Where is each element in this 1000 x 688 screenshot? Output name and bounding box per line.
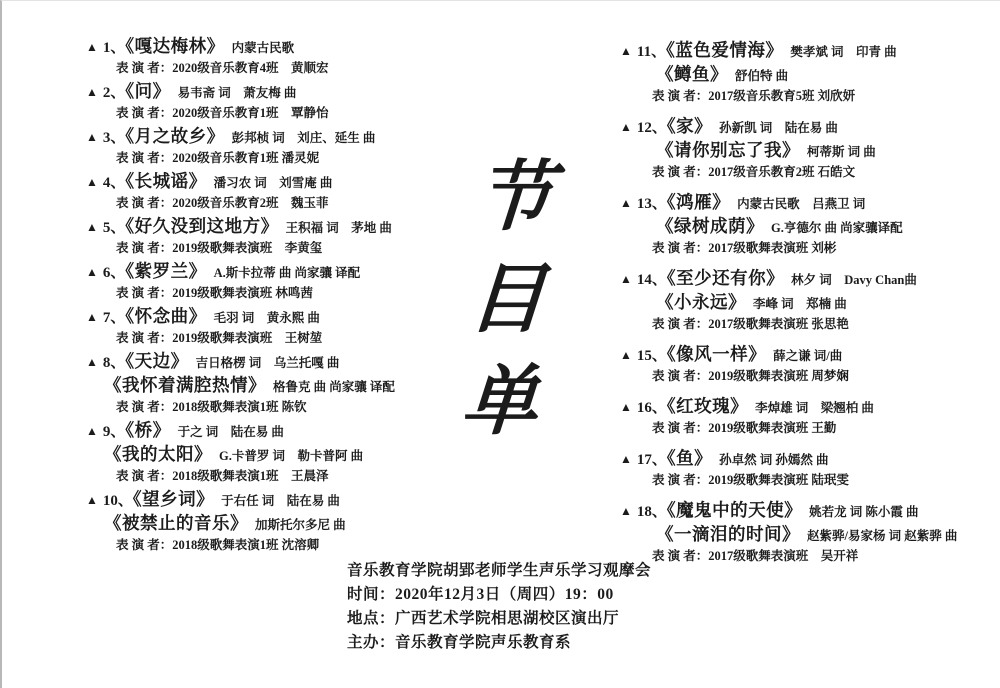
song-credits: 孙新凯 词 陆在易 曲 bbox=[719, 121, 838, 135]
event-location: 地点：广西艺术学院相思湖校区演出厅 bbox=[347, 610, 620, 627]
triangle-bullet-icon: ▲ bbox=[620, 452, 632, 466]
song-title-line bbox=[86, 419, 496, 443]
performer-line: 表 演 者：2020级音乐教育1班 覃静怡 bbox=[116, 106, 329, 120]
program-item-17 bbox=[620, 447, 995, 490]
event-organizer: 主办：音乐教育学院声乐教育系 bbox=[347, 634, 572, 651]
item-number: 2、 bbox=[102, 85, 126, 101]
song-credits: 吉日格楞 词 乌兰托嘎 曲 bbox=[195, 356, 340, 370]
song-title: 《鳟鱼》 bbox=[656, 64, 728, 84]
song-title-line bbox=[620, 395, 995, 419]
song-title: 《绿树成荫》 bbox=[656, 216, 764, 236]
program-item-8 bbox=[86, 350, 496, 417]
program-item-2 bbox=[86, 80, 496, 123]
song-credits: 加斯托尔多尼 曲 bbox=[255, 518, 346, 532]
calligraphy-char: 目 bbox=[465, 254, 549, 343]
program-item-5 bbox=[86, 215, 496, 258]
song-title: 《天边》 bbox=[125, 351, 189, 371]
song-title: 《我的太阳》 bbox=[104, 444, 212, 464]
song-title-line bbox=[620, 39, 995, 63]
song-title-line bbox=[86, 215, 496, 239]
item-number: 4、 bbox=[102, 175, 126, 191]
item-number: 6、 bbox=[102, 265, 126, 281]
item-number: 15、 bbox=[636, 348, 667, 364]
program-column-left bbox=[86, 35, 496, 557]
song-credits: G.卡普罗 词 勒卡普阿 曲 bbox=[219, 449, 364, 463]
song-title: 《望乡词》 bbox=[132, 489, 215, 509]
song-credits: 舒伯特 曲 bbox=[735, 69, 789, 83]
song-title: 《至少还有你》 bbox=[666, 268, 785, 288]
performer-line: 表 演 者：2017级音乐教育5班 刘欣妍 bbox=[652, 89, 856, 103]
song-title-line-2 bbox=[656, 139, 995, 163]
song-title-line bbox=[620, 343, 995, 367]
triangle-bullet-icon: ▲ bbox=[620, 272, 632, 286]
program-item-18 bbox=[620, 499, 995, 566]
calligraphy-char: 节 bbox=[473, 152, 556, 241]
song-credits: 格鲁克 曲 尚家骧 译配 bbox=[273, 380, 395, 394]
song-title: 《怀念曲》 bbox=[125, 306, 207, 326]
program-column-right bbox=[620, 39, 995, 575]
program-item-16 bbox=[620, 395, 995, 438]
song-title-line bbox=[86, 170, 496, 194]
song-title: 《鱼》 bbox=[666, 448, 713, 468]
song-title: 《鸿雁》 bbox=[666, 192, 731, 212]
song-title-line bbox=[620, 447, 995, 471]
song-credits: A.斯卡拉蒂 曲 尚家骧 译配 bbox=[213, 266, 361, 280]
song-title: 《家》 bbox=[666, 116, 713, 136]
song-credits: 王积福 词 茅地 曲 bbox=[285, 221, 392, 235]
song-title: 《红玫瑰》 bbox=[666, 396, 749, 416]
event-info-block bbox=[347, 559, 651, 655]
song-title-line-2 bbox=[656, 523, 995, 547]
event-time: 时间：2020年12月3日（周四）19：00 bbox=[347, 586, 614, 603]
triangle-bullet-icon: ▲ bbox=[86, 130, 98, 144]
performer-line: 表 演 者：2018级歌舞表演1班 陈钦 bbox=[116, 400, 307, 414]
program-item-1 bbox=[86, 35, 496, 78]
triangle-bullet-icon: ▲ bbox=[620, 196, 632, 210]
performer-line: 表 演 者：2019级歌舞表演班 周梦娴 bbox=[652, 369, 849, 383]
song-title-line bbox=[620, 267, 995, 291]
performer-line: 表 演 者：2019级歌舞表演班 王勤 bbox=[652, 421, 837, 435]
performer-line: 表 演 者：2017级音乐教育2班 石皓文 bbox=[652, 165, 856, 179]
song-credits: G.亨德尔 曲 尚家骧译配 bbox=[771, 221, 903, 235]
performer-line: 表 演 者：2020级音乐教育4班 黄顺宏 bbox=[116, 61, 329, 75]
item-number: 5、 bbox=[102, 220, 126, 236]
item-number: 13、 bbox=[636, 196, 667, 212]
item-number: 18、 bbox=[636, 504, 667, 520]
song-title: 《问》 bbox=[125, 81, 171, 101]
performer-line: 表 演 者：2020级音乐教育2班 魏玉菲 bbox=[116, 196, 329, 210]
triangle-bullet-icon: ▲ bbox=[86, 265, 98, 279]
song-credits: 赵紫骅/易家杨 词 赵紫骅 曲 bbox=[807, 529, 958, 543]
song-title-line bbox=[86, 488, 496, 512]
item-number: 1、 bbox=[102, 40, 126, 56]
song-title: 《紫罗兰》 bbox=[125, 261, 207, 281]
song-title-line bbox=[86, 35, 496, 59]
item-number: 10、 bbox=[102, 493, 133, 509]
song-title-line-2 bbox=[104, 374, 496, 398]
item-number: 7、 bbox=[102, 310, 126, 326]
song-credits: 彭邦桢 词 刘庄、延生 曲 bbox=[231, 131, 376, 145]
song-title: 《长城谣》 bbox=[125, 171, 207, 191]
song-title: 《请你别忘了我》 bbox=[656, 140, 800, 160]
performer-line: 表 演 者：2020级音乐教育1班 潘灵妮 bbox=[116, 151, 320, 165]
song-title: 《被禁止的音乐》 bbox=[104, 513, 248, 533]
item-number: 17、 bbox=[636, 452, 667, 468]
program-item-6 bbox=[86, 260, 496, 303]
song-title-line-2 bbox=[656, 215, 995, 239]
song-title-line-2 bbox=[656, 63, 995, 87]
item-number: 12、 bbox=[636, 120, 667, 136]
song-title-line bbox=[86, 305, 496, 329]
song-credits: 内蒙古民歌 bbox=[231, 41, 295, 55]
performer-line: 表 演 者：2018级歌舞表演1班 王晨泽 bbox=[116, 469, 329, 483]
item-number: 11、 bbox=[636, 44, 667, 60]
song-title: 《桥》 bbox=[125, 420, 171, 440]
program-item-14 bbox=[620, 267, 995, 334]
item-number: 9、 bbox=[102, 424, 126, 440]
song-title-line bbox=[86, 350, 496, 374]
item-number: 16、 bbox=[636, 400, 667, 416]
performer-line: 表 演 者：2017级歌舞表演班 刘彬 bbox=[652, 241, 837, 255]
program-item-15 bbox=[620, 343, 995, 386]
song-credits: 李焯雄 词 梁翘柏 曲 bbox=[755, 401, 874, 415]
song-credits: 李峰 词 郑楠 曲 bbox=[753, 297, 847, 311]
song-title: 《一滴泪的时间》 bbox=[656, 524, 800, 544]
item-number: 8、 bbox=[102, 355, 126, 371]
song-credits: 毛羽 词 黄永熙 曲 bbox=[213, 311, 320, 325]
event-title: 音乐教育学院胡郢老师学生声乐学习观摩会 bbox=[347, 562, 652, 579]
triangle-bullet-icon: ▲ bbox=[86, 40, 98, 54]
triangle-bullet-icon: ▲ bbox=[620, 504, 632, 518]
triangle-bullet-icon: ▲ bbox=[86, 310, 98, 324]
program-item-13 bbox=[620, 191, 995, 258]
song-title-line bbox=[86, 80, 496, 104]
performer-line: 表 演 者：2017级歌舞表演班 吴开祥 bbox=[652, 549, 859, 563]
song-title: 《月之故乡》 bbox=[125, 126, 225, 146]
song-title: 《蓝色爱情海》 bbox=[666, 40, 784, 60]
program-item-9 bbox=[86, 419, 496, 486]
song-title: 《嘎达梅林》 bbox=[125, 36, 225, 56]
song-title-line bbox=[620, 115, 995, 139]
song-credits: 林夕 词 Davy Chan曲 bbox=[791, 273, 917, 287]
song-title-line-2 bbox=[104, 443, 496, 467]
program-item-12 bbox=[620, 115, 995, 182]
song-title-line bbox=[620, 499, 995, 523]
song-title: 《好久没到这地方》 bbox=[125, 216, 279, 236]
song-credits: 潘习农 词 刘雪庵 曲 bbox=[213, 176, 333, 190]
program-item-11 bbox=[620, 39, 995, 106]
program-item-10 bbox=[86, 488, 496, 555]
song-title: 《小永远》 bbox=[656, 292, 746, 312]
triangle-bullet-icon: ▲ bbox=[86, 220, 98, 234]
song-credits: 内蒙古民歌 吕燕卫 词 bbox=[737, 197, 866, 211]
triangle-bullet-icon: ▲ bbox=[86, 424, 98, 438]
calligraphy-char: 单 bbox=[458, 356, 542, 445]
song-credits: 易韦斋 词 萧友梅 曲 bbox=[177, 86, 297, 100]
triangle-bullet-icon: ▲ bbox=[86, 175, 98, 189]
song-credits: 孙卓然 词 孙嫣然 曲 bbox=[719, 453, 829, 467]
program-title-calligraphy bbox=[442, 152, 572, 445]
song-title-line bbox=[620, 191, 995, 215]
song-title: 《我怀着满腔热情》 bbox=[104, 375, 266, 395]
song-credits: 于之 词 陆在易 曲 bbox=[177, 425, 284, 439]
performer-line: 表 演 者：2019级歌舞表演班 陆珉雯 bbox=[652, 473, 849, 487]
performer-line: 表 演 者：2019级歌舞表演班 林鸣茜 bbox=[116, 286, 313, 300]
song-credits: 姚若龙 词 陈小霞 曲 bbox=[809, 505, 919, 519]
song-credits: 于右任 词 陆在易 曲 bbox=[221, 494, 340, 508]
program-item-3 bbox=[86, 125, 496, 168]
program-item-7 bbox=[86, 305, 496, 348]
program-item-4 bbox=[86, 170, 496, 213]
song-title-line-2 bbox=[104, 512, 496, 536]
performer-line: 表 演 者：2019级歌舞表演班 王树堃 bbox=[116, 331, 323, 345]
song-title-line bbox=[86, 260, 496, 284]
song-title-line-2 bbox=[656, 291, 995, 315]
song-credits: 樊孝斌 词 印青 曲 bbox=[790, 45, 897, 59]
triangle-bullet-icon: ▲ bbox=[620, 400, 632, 414]
performer-line: 表 演 者：2019级歌舞表演班 李黄玺 bbox=[116, 241, 323, 255]
song-title: 《像风一样》 bbox=[666, 344, 767, 364]
song-credits: 柯蒂斯 词 曲 bbox=[807, 145, 876, 159]
triangle-bullet-icon: ▲ bbox=[620, 120, 632, 134]
triangle-bullet-icon: ▲ bbox=[620, 348, 632, 362]
triangle-bullet-icon: ▲ bbox=[86, 355, 98, 369]
triangle-bullet-icon: ▲ bbox=[86, 493, 98, 507]
item-number: 3、 bbox=[102, 130, 126, 146]
song-title: 《魔鬼中的天使》 bbox=[666, 500, 803, 520]
performer-line: 表 演 者：2018级歌舞表演1班 沈溶卿 bbox=[116, 538, 320, 552]
song-title-line bbox=[86, 125, 496, 149]
triangle-bullet-icon: ▲ bbox=[86, 85, 98, 99]
performer-line: 表 演 者：2017级歌舞表演班 张思艳 bbox=[652, 317, 849, 331]
item-number: 14、 bbox=[636, 272, 667, 288]
triangle-bullet-icon: ▲ bbox=[620, 44, 632, 58]
song-credits: 薛之谦 词/曲 bbox=[773, 349, 843, 363]
